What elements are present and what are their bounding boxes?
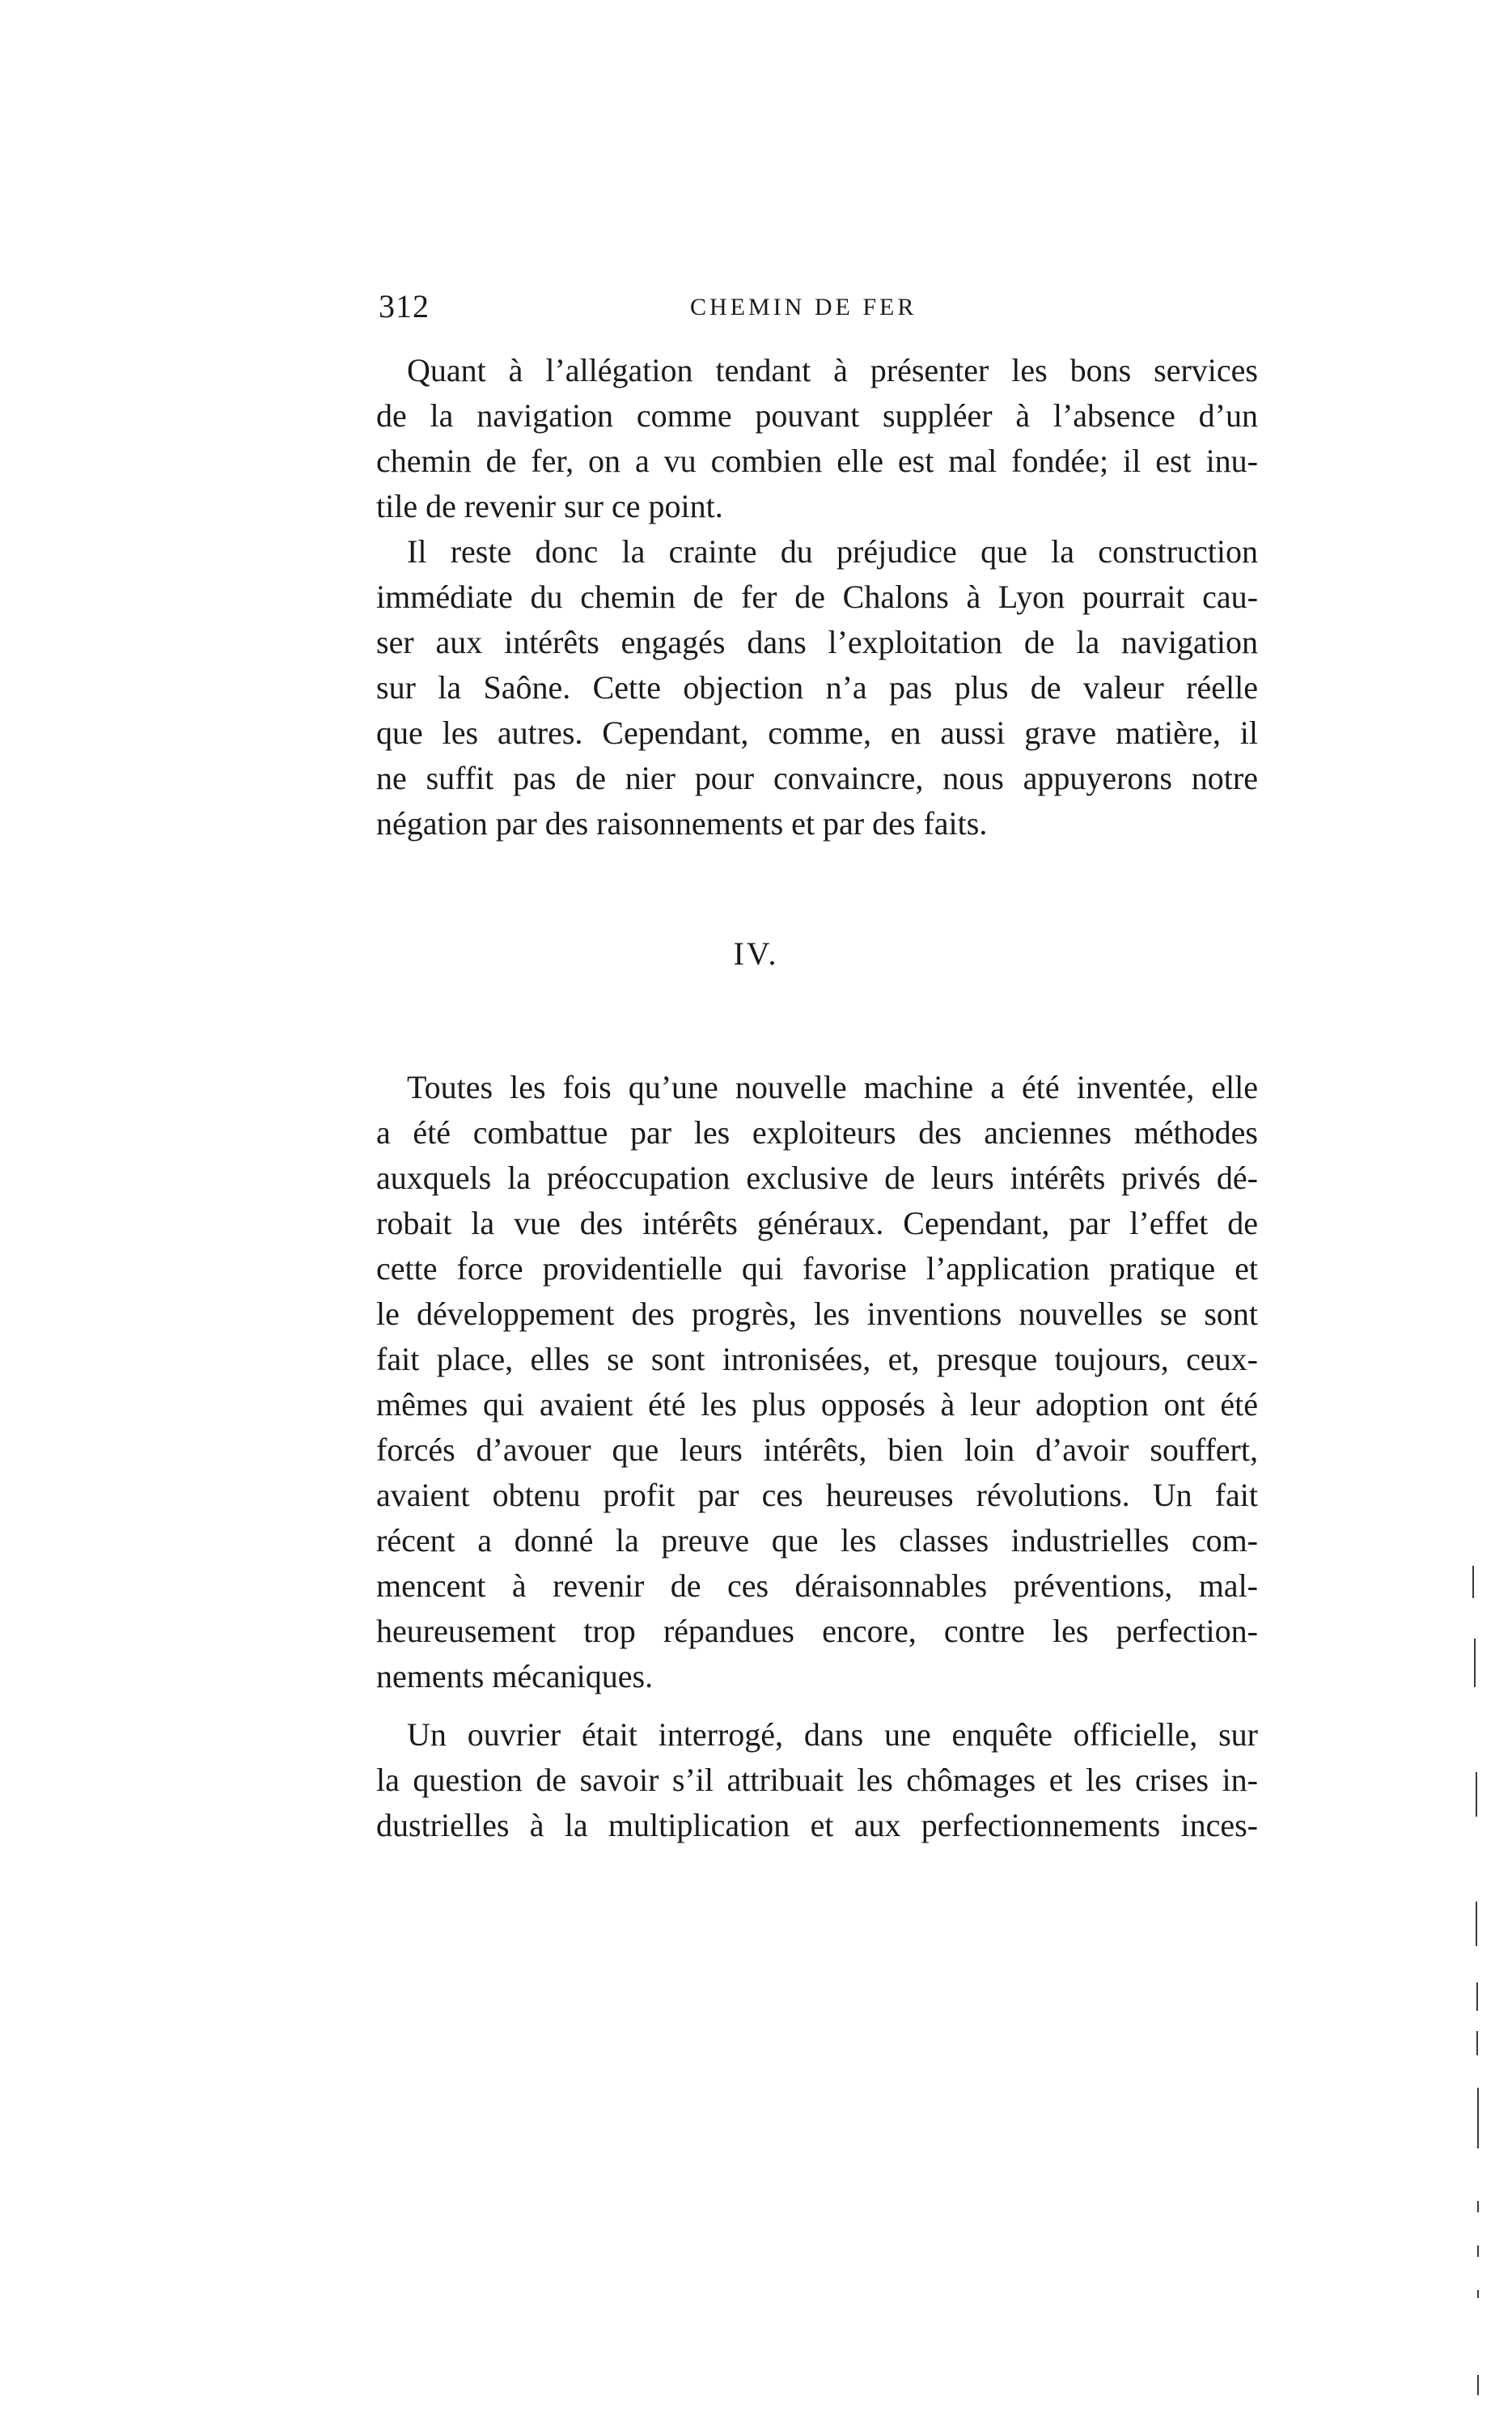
text-line: chemin de fer, on a vu combien elle est mal fondée; il est inu- <box>376 443 1258 479</box>
running-title: CHEMIN DE FER <box>690 294 917 320</box>
text-line: dustrielles à la multiplication et aux perfectionnements inces- <box>376 1807 1258 1843</box>
text-line: tile de revenir sur ce point. <box>376 488 723 524</box>
scan-artifact-mark <box>1477 2290 1479 2298</box>
text-line: robait la vue des intérêts généraux. Cependant, par l’effet de <box>376 1205 1258 1241</box>
text-line: cette force providentielle qui favorise l’application pratique et <box>376 1250 1258 1287</box>
text-line: Quant à l’allégation tendant à présenter les bons services <box>407 352 1258 388</box>
paragraph-2 <box>376 529 1258 846</box>
scan-artifact-mark <box>1472 1566 1474 1598</box>
scan-artifact-mark <box>1477 2245 1479 2257</box>
text-line: heureusement trop répandues encore, contre les perfection- <box>376 1613 1258 1649</box>
scan-artifact-mark <box>1476 1772 1477 1817</box>
text-line: de la navigation comme pouvant suppléer à l’absence d’un <box>376 397 1258 434</box>
scan-artifact-mark <box>1477 2201 1479 2212</box>
text-line: a été combattue par les exploiteurs des anciennes méthodes <box>376 1114 1258 1151</box>
text-line: récent a donné la preuve que les classes industrielles com- <box>376 1522 1258 1558</box>
page-header <box>379 287 1268 336</box>
text-line: que les autres. Cependant, comme, en aussi grave matière, il <box>376 715 1258 751</box>
text-line: Toutes les fois qu’une nouvelle machine a été inventée, elle <box>407 1069 1258 1105</box>
text-line: immédiate du chemin de fer de Chalons à Lyon pourrait cau- <box>376 579 1258 615</box>
text-line: sur la Saône. Cette objection n’a pas plus de valeur réelle <box>376 669 1258 706</box>
text-line: avaient obtenu profit par ces heureuses révolutions. Un fait <box>376 1477 1258 1513</box>
text-line: mencent à revenir de ces déraisonnables préventions, mal- <box>376 1567 1258 1604</box>
scan-artifact-mark <box>1476 1902 1477 1946</box>
page-number: 312 <box>379 288 430 324</box>
text-line: négation par des raisonnements et par des faits. <box>376 805 988 842</box>
text-line: le développement des progrès, les inventions nouvelles se sont <box>376 1296 1258 1332</box>
scan-artifact-mark <box>1476 2031 1478 2055</box>
text-line: la question de savoir s’il attribuait les chômages et les crises in- <box>376 1762 1258 1798</box>
paragraph-3 <box>376 1065 1258 1699</box>
text-line: Il reste donc la crainte du préjudice que la construction <box>407 533 1258 570</box>
paragraph-1 <box>376 348 1258 529</box>
text-line: forcés d’avouer que leurs intérêts, bien loin d’avoir souffert, <box>376 1431 1258 1468</box>
text-line: auxquels la préoccupation exclusive de leurs intérêts privés dé- <box>376 1160 1258 1196</box>
section-heading: IV. <box>733 935 779 972</box>
text-line: ser aux intérêts engagés dans l’exploitation de la navigation <box>376 624 1258 660</box>
paragraph-4 <box>376 1712 1258 1848</box>
scan-artifact-mark <box>1474 1639 1476 1687</box>
scan-artifact-mark <box>1476 1983 1478 2011</box>
scan-artifact-mark <box>1477 2088 1479 2148</box>
text-line: nements mécaniques. <box>376 1658 654 1694</box>
text-line: Un ouvrier était interrogé, dans une enquête officielle, sur <box>407 1716 1258 1753</box>
text-line: fait place, elles se sont intronisées, et, presque toujours, ceux- <box>376 1341 1258 1377</box>
text-line: mêmes qui avaient été les plus opposés à leur adoption ont été <box>376 1386 1258 1423</box>
text-line: ne suffit pas de nier pour convaincre, nous appuyerons notre <box>376 760 1258 796</box>
scan-artifact-mark <box>1477 2375 1479 2395</box>
